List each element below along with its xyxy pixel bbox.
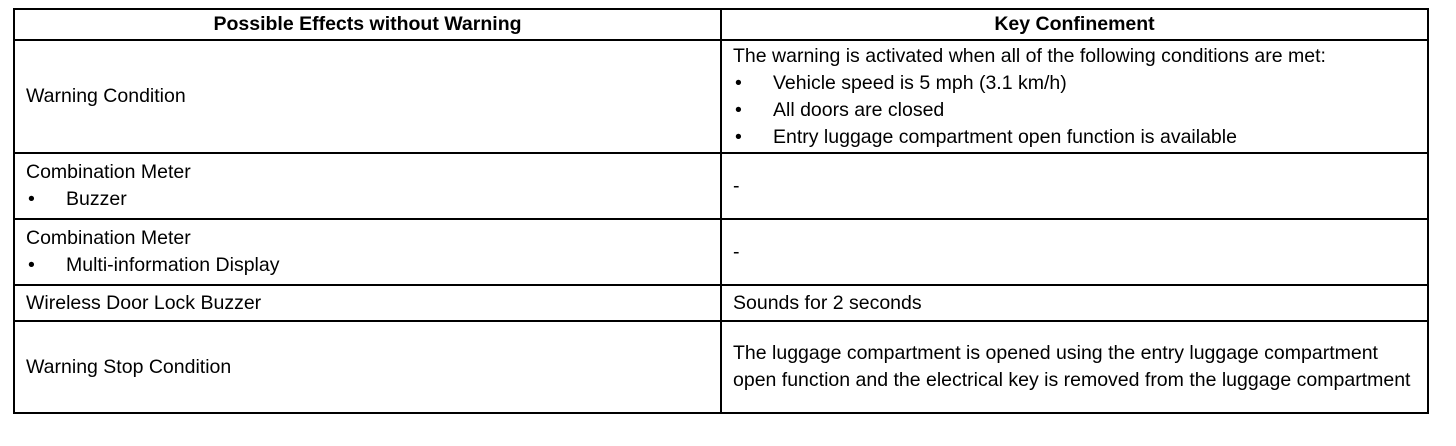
- row-label: Warning Condition: [26, 85, 186, 107]
- bullet-icon: •: [735, 71, 742, 94]
- condition-list: [733, 70, 1416, 151]
- row-label: Warning Stop Condition: [26, 355, 232, 378]
- bullet-icon: •: [28, 188, 35, 210]
- row-label: Wireless Door Lock Buzzer: [26, 291, 262, 314]
- table-row-wireless-door-lock-buzzer: [14, 285, 1428, 321]
- row-label: Combination Meter: [26, 227, 191, 249]
- row-value-text: Sounds for 2 seconds: [733, 291, 922, 314]
- list-item: [26, 186, 709, 213]
- table-row-warning-condition: [14, 40, 1428, 153]
- column-header-effects: Possible Effects without Warning: [14, 9, 721, 40]
- list-item: [733, 97, 1416, 124]
- table-row-combination-meter-buzzer: [14, 153, 1428, 219]
- row-value-text: -: [733, 174, 740, 197]
- list-item-text: Entry luggage compartment open function is available: [773, 125, 1237, 148]
- row-value-cell: [721, 285, 1428, 321]
- row-value-text: -: [733, 240, 740, 263]
- row-label-cell: [14, 321, 721, 413]
- row-label-cell: [14, 219, 721, 285]
- row-label-cell: [14, 153, 721, 219]
- list-item-text: Multi-information Display: [66, 254, 280, 276]
- list-item: [733, 70, 1416, 97]
- label-sub-list: [26, 186, 709, 213]
- row-value-text: The warning is activated when all of the following conditions are met:: [733, 44, 1326, 67]
- row-label-cell: [14, 285, 721, 321]
- table-header-row: [14, 9, 1428, 40]
- row-value-cell: [721, 321, 1428, 413]
- row-value-cell: [721, 219, 1428, 285]
- table-row-combination-meter-display: [14, 219, 1428, 285]
- list-item-text: Vehicle speed is 5 mph (3.1 km/h): [773, 71, 1067, 94]
- list-item-text: All doors are closed: [773, 98, 945, 121]
- row-value-cell: [721, 40, 1428, 153]
- row-value-text: The luggage compartment is opened using the entry luggage compartment open function and the electrical key is removed from the luggage compartment: [733, 342, 1411, 391]
- label-sub-list: [26, 252, 709, 279]
- table-row-warning-stop-condition: [14, 321, 1428, 413]
- key-confinement-table: [13, 8, 1429, 414]
- bullet-icon: •: [28, 254, 35, 276]
- bullet-icon: •: [735, 98, 742, 121]
- list-item-text: Buzzer: [66, 188, 127, 210]
- row-label-cell: [14, 40, 721, 153]
- row-label: Combination Meter: [26, 161, 191, 183]
- bullet-icon: •: [735, 125, 742, 148]
- column-header-key-confinement: Key Confinement: [721, 9, 1428, 40]
- list-item: [733, 124, 1416, 151]
- row-value-cell: [721, 153, 1428, 219]
- list-item: [26, 252, 709, 279]
